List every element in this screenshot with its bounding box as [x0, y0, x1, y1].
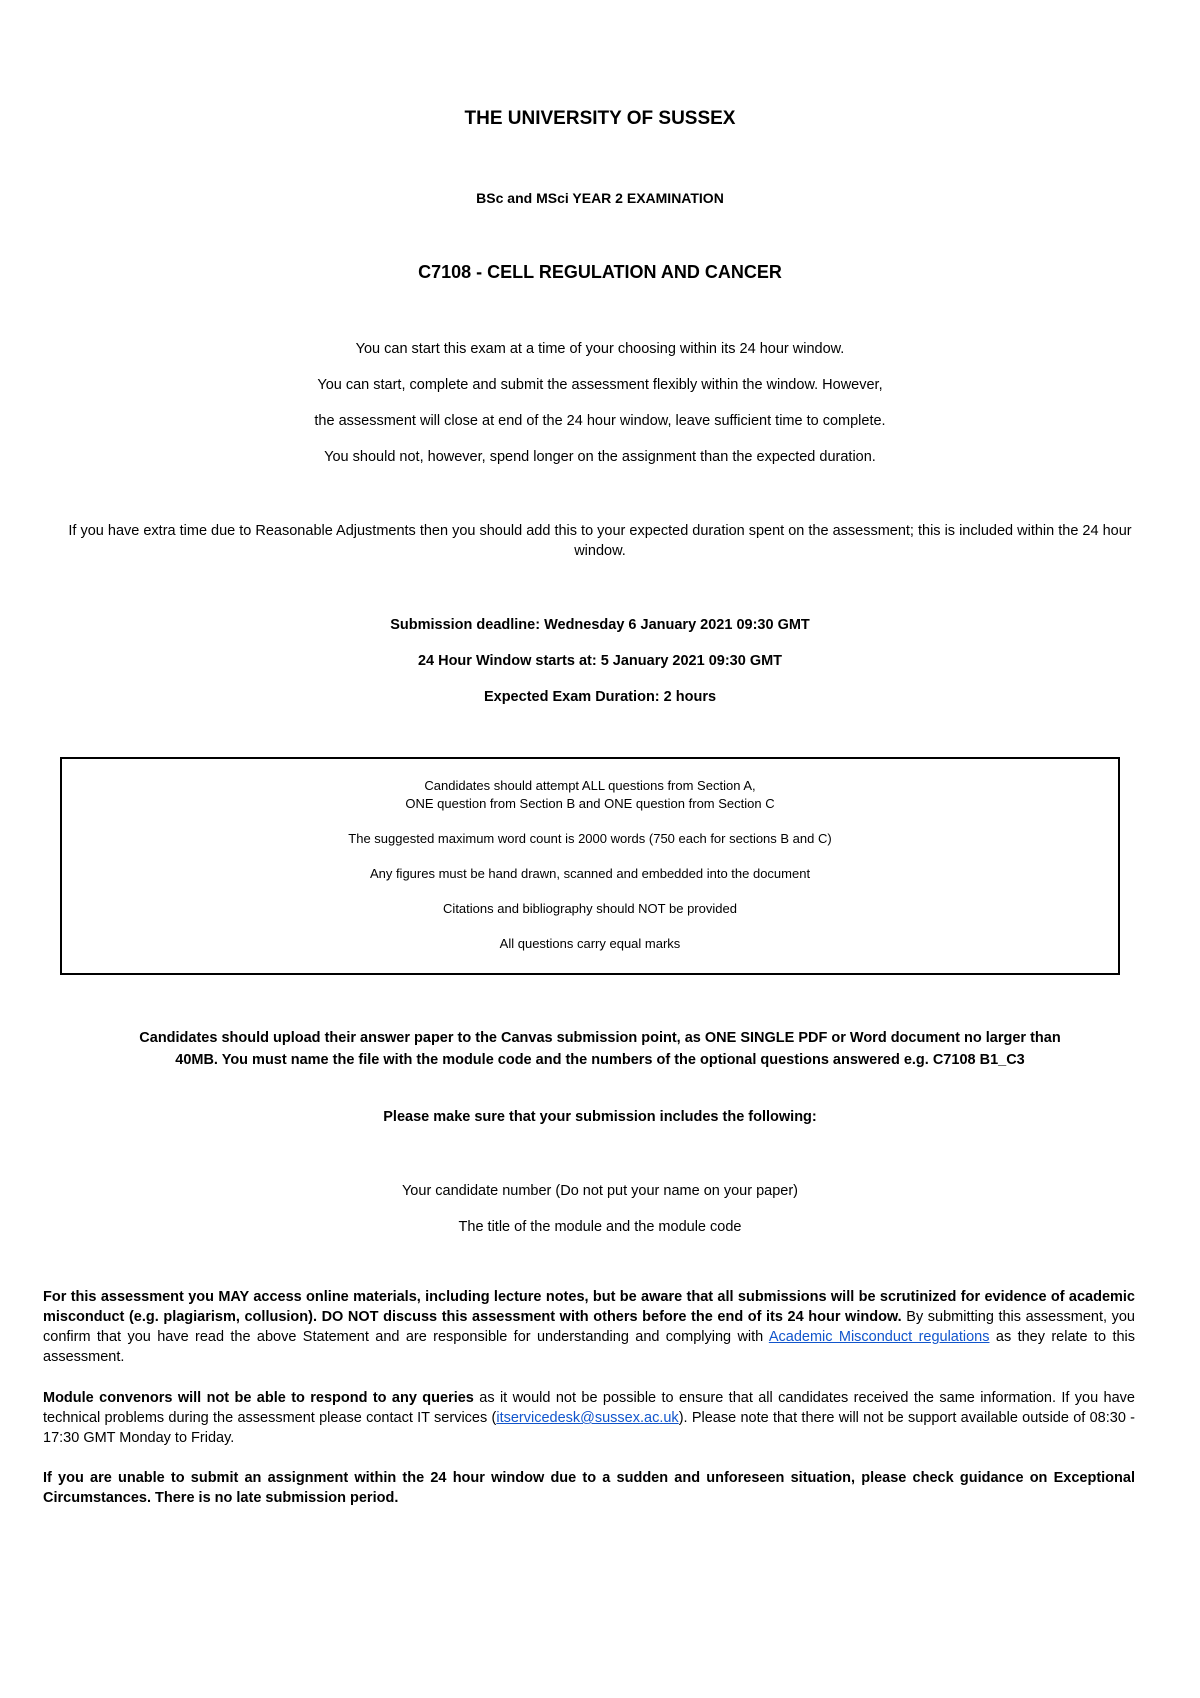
exceptional-circumstances-paragraph: If you are unable to submit an assignment within the 24 hour window due to a sudden and unforeseen situation, please check guidance on Exceptional Circumstances. There is no late submission period. — [43, 1470, 1135, 1506]
exam-level: BSc and MSci YEAR 2 EXAMINATION — [476, 190, 724, 206]
submission-includes-heading: Please make sure that your submission includes the following: — [383, 1109, 817, 1125]
upload-instructions — [90, 1027, 1110, 1071]
instruction-line: The suggested maximum word count is 2000 words (750 each for sections B and C) — [348, 831, 832, 846]
it-service-email-link[interactable]: itservicedesk@sussex.ac.uk — [496, 1410, 679, 1426]
misconduct-text-end: as they relate to this assessment. — [43, 1329, 1136, 1365]
submission-deadline: Submission deadline: Wednesday 6 January 2021 09:30 GMT — [390, 617, 810, 633]
intro-line: You can start this exam at a time of your choosing within its 24 hour window. — [355, 341, 845, 357]
instruction-line: Any figures must be hand drawn, scanned and embedded into the document — [369, 866, 811, 881]
module-title: C7108 - CELL REGULATION AND CANCER — [418, 262, 782, 282]
submission-includes-list — [0, 1181, 1200, 1253]
intro-line: the assessment will close at end of the 24 hour window, leave sufficient time to complete. — [314, 413, 886, 429]
intro-text — [0, 339, 1200, 483]
intro-line: You can start, complete and submit the assessment flexibly within the window. However, — [317, 377, 883, 393]
instruction-line: Citations and bibliography should NOT be provided — [443, 901, 737, 916]
convenors-text-end: ). Please note that there will not be support available outside of 08:30 - 17:30 GMT Monday to Friday. — [43, 1410, 1135, 1446]
intro-line: You should not, however, spend longer on the assignment than the expected duration. — [324, 449, 876, 465]
deadlines — [0, 615, 1200, 723]
list-item: Your candidate number (Do not put your name on your paper) — [401, 1183, 799, 1199]
instruction-line-b: ONE question from Section B and ONE question from Section C — [405, 796, 775, 811]
upload-line-2: 40MB. You must name the file with the module code and the numbers of the optional questions answered e.g. C7108 B1_C3 — [175, 1051, 1025, 1068]
university-title: THE UNIVERSITY OF SUSSEX — [464, 108, 736, 129]
academic-misconduct-link[interactable]: Academic Misconduct regulations — [768, 1329, 990, 1345]
instruction-line: All questions carry equal marks — [499, 936, 681, 951]
convenors-text: as it would not be possible to ensure that all candidates received the same information. If you have technical problems during the assessment please contact IT services ( — [43, 1390, 1135, 1426]
misconduct-paragraph — [43, 1287, 1135, 1367]
instruction-line — [62, 777, 1118, 813]
list-item: The title of the module and the module code — [458, 1219, 742, 1235]
extra-time-note: If you have extra time due to Reasonable Adjustments then you should add this to your expected duration spent on the assessment; this is included within the 24 hour window. — [68, 523, 1132, 559]
misconduct-bold: For this assessment you MAY access online materials, including lecture notes, but be aware that all submissions will be scrutinized for evidence of academic misconduct (e.g. plagiarism, collusion). DO NOT discuss this assessment with others before the end of its 24 hour window. — [43, 1289, 1135, 1325]
exam-duration: Expected Exam Duration: 2 hours — [483, 689, 717, 705]
window-start: 24 Hour Window starts at: 5 January 2021 09:30 GMT — [417, 653, 783, 669]
convenors-bold: Module convenors will not be able to respond to any queries — [43, 1390, 474, 1406]
instruction-line-a: Candidates should attempt ALL questions from Section A, — [424, 778, 756, 793]
misconduct-text: By submitting this assessment, you confirm that you have read the above Statement and are responsible for understanding and complying with — [43, 1309, 1135, 1345]
instructions-box — [60, 757, 1120, 975]
upload-line-1: Candidates should upload their answer paper to the Canvas submission point, as ONE SINGLE PDF or Word document no larger than — [139, 1029, 1061, 1046]
convenors-paragraph — [43, 1388, 1135, 1448]
